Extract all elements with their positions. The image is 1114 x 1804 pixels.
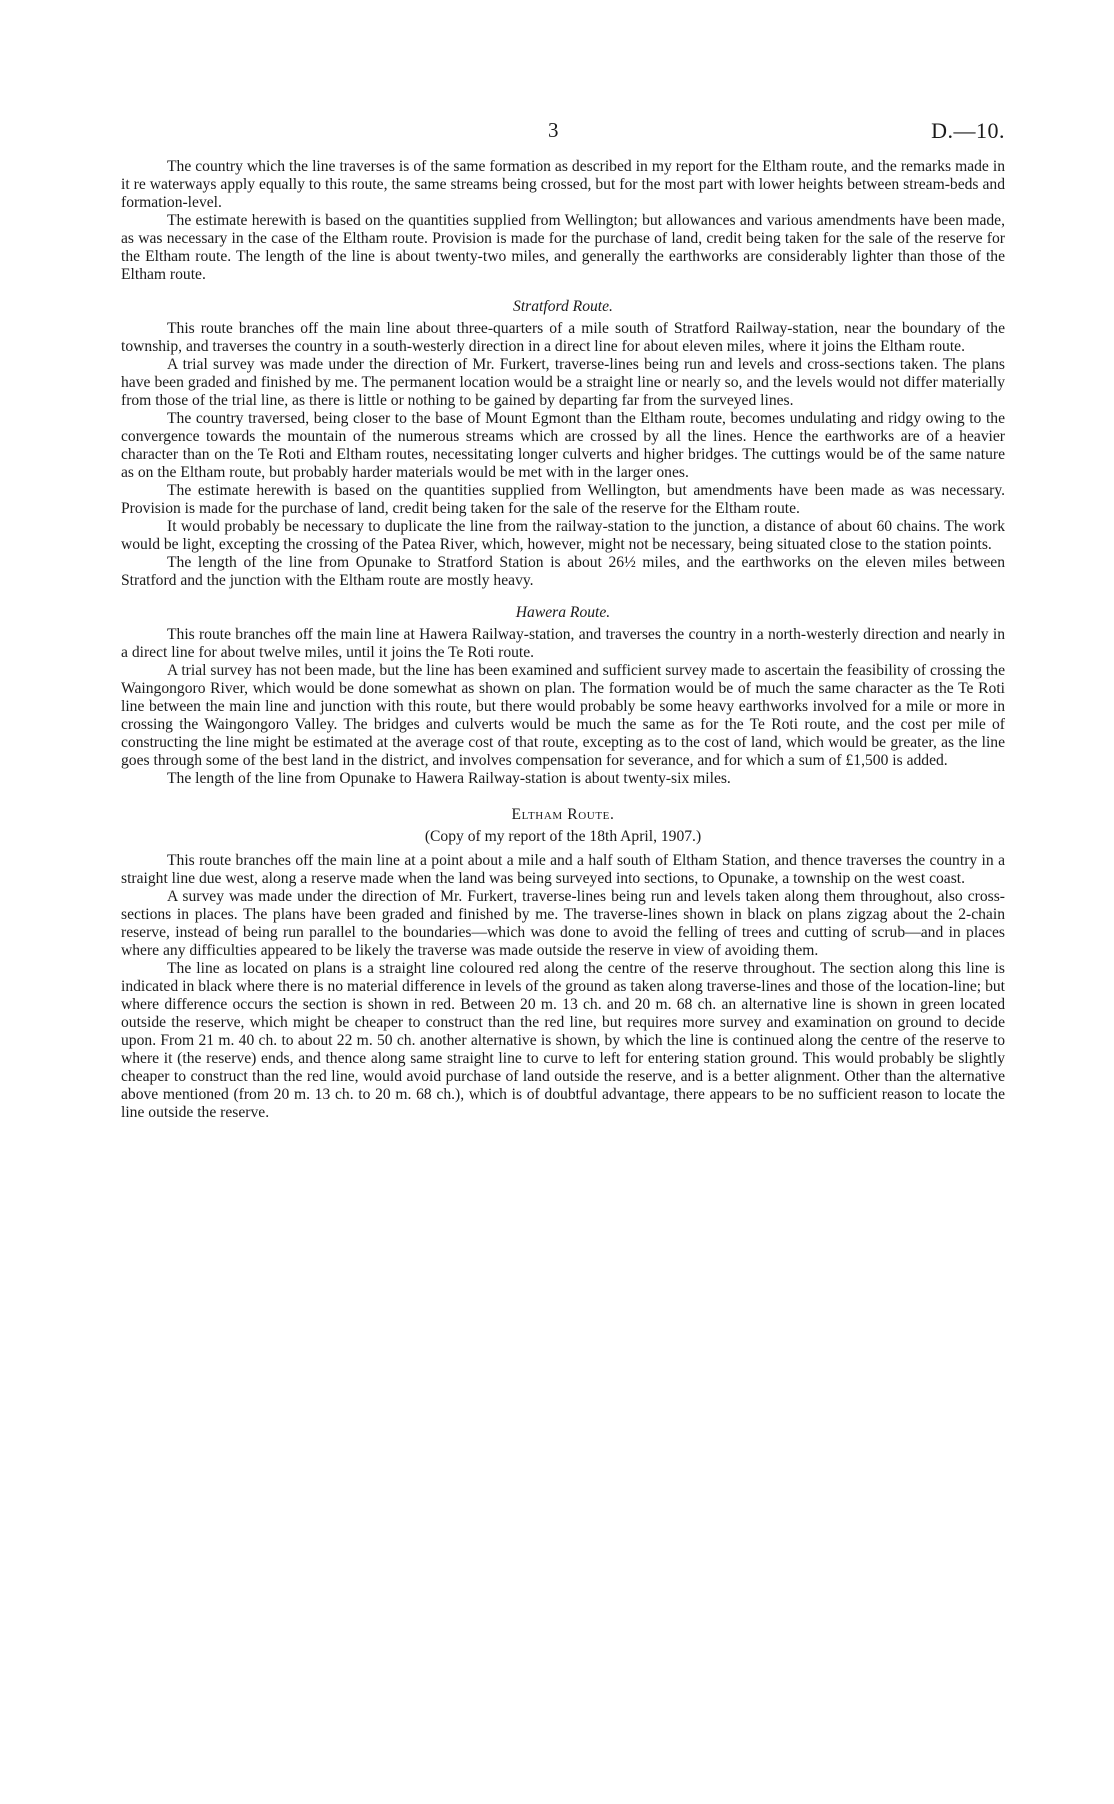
paragraph: A trial survey has not been made, but the line has been examined and sufficient survey made to ascertain the feasibility of crossing the Waingongoro River, which would be done somewhat as shown on plan. The formation would be of much the same character as the Te Roti line between the main line and junction with this route, but there would probably be some heavy earthworks involved for a mile or more in crossing the Waingongoro Valley. The bridges and culverts would be much the same as for the Te Roti route, and the cost per mile of constructing the line might be estimated at the average cost of that route, excepting as to the cost of land, which would be greater, as the line goes through some of the best land in the district, and involves compensation for severance, and for which a sum of £1,500 is added. xyxy=(121,662,1005,769)
section-heading: Eltham Route. xyxy=(511,806,615,823)
paragraph: The length of the line from Opunake to Hawera Railway-station is about twenty-six miles. xyxy=(167,770,731,787)
intro-section xyxy=(121,158,1005,284)
paragraph: The country which the line traverses is of the same formation as described in my report for the Eltham route, and the remarks made in it re waterways apply equally to this route, the same streams being crossed, but for the most part with lower heights between stream-beds and formation-level. xyxy=(121,158,1005,211)
paragraph: The estimate herewith is based on the quantities supplied from Wellington, but amendments have been made as was necessary. Provision is made for the purchase of land, credit being taken for the sale of the reserve for the Eltham route. xyxy=(121,482,1005,517)
paragraph: This route branches off the main line at a point about a mile and a half south of Eltham Station, and thence traverses the country in a straight line due west, along a reserve made when the land was being surveyed into sections, to Opunake, a township on the west coast. xyxy=(121,852,1005,887)
page-header xyxy=(121,118,1005,158)
section-heading: Hawera Route. xyxy=(515,604,611,621)
paragraph: The line as located on plans is a straight line coloured red along the centre of the reserve throughout. The section along this line is indicated in black where there is no material difference in levels of the ground as taken along traverse-lines and those of the location-line; but where difference occurs the section is shown in red. Between 20 m. 13 ch. and 20 m. 68 ch. an alternative line is shown in green located outside the reserve, which might be cheaper to construct than the red line, but requires more survey and examination on ground to decide upon. From 21 m. 40 ch. to about 22 m. 50 ch. another alternative is shown, by which the line is continued along the centre of the reserve to where it (the reserve) ends, and thence along same straight line to curve to left for entering station ground. This would probably be slightly cheaper to construct than the red line, would avoid purchase of land outside the reserve, and is a better alignment. Other than the alternative above mentioned (from 20 m. 13 ch. to 20 m. 68 ch.), which is of doubtful advantage, there appears to be no sufficient reason to locate the line outside the reserve. xyxy=(121,960,1005,1121)
paragraph: It would probably be necessary to duplicate the line from the railway-station to the junction, a distance of about 60 chains. The work would be light, excepting the crossing of the Patea River, which, however, might not be necessary, being situated close to the station points. xyxy=(121,518,1005,553)
eltham-route-section xyxy=(121,806,1005,1122)
section-heading: Stratford Route. xyxy=(513,298,613,315)
document-reference: D.—10. xyxy=(931,118,1005,143)
paragraph: This route branches off the main line about three-quarters of a mile south of Stratford Railway-station, near the boundary of the township, and traverses the country in a south-westerly direction in a direct line for about eleven miles, where it joins the Eltham route. xyxy=(121,320,1005,355)
paragraph: The length of the line from Opunake to Stratford Station is about 26½ miles, and the earthworks on the eleven miles between Stratford and the junction with the Eltham route are mostly heavy. xyxy=(121,554,1005,589)
paragraph: This route branches off the main line at Hawera Railway-station, and traverses the country in a north-westerly direction and nearly in a direct line for about twelve miles, until it joins the Te Roti route. xyxy=(121,626,1005,661)
stratford-route-section xyxy=(121,298,1005,590)
page-number: 3 xyxy=(548,118,559,142)
paragraph: The estimate herewith is based on the quantities supplied from Wellington; but allowances and various amendments have been made, as was necessary in the case of the Eltham route. Provision is made for the purchase of land, credit being taken for the sale of the reserve for the Eltham route. The length of the line is about twenty-two miles, and generally the earthworks are considerably lighter than those of the Eltham route. xyxy=(121,212,1005,283)
hawera-route-section xyxy=(121,604,1005,788)
paragraph: A trial survey was made under the direction of Mr. Furkert, traverse-lines being run and levels and cross-sections taken. The plans have been graded and finished by me. The permanent location would be a straight line or nearly so, and the levels would not differ materially from those of the trial line, as there is little or nothing to be gained by departing far from the surveyed lines. xyxy=(121,356,1005,409)
section-subheading: (Copy of my report of the 18th April, 1907.) xyxy=(424,828,702,845)
document-page xyxy=(121,118,1005,1122)
paragraph: The country traversed, being closer to the base of Mount Egmont than the Eltham route, becomes undulating and ridgy owing to the convergence towards the mountain of the numerous streams which are crossed by all the lines. Hence the earthworks are of a heavier character than on the Te Roti and Eltham routes, necessitating longer culverts and higher bridges. The cuttings would be of the same nature as on the Eltham route, but probably harder materials would be met with in the larger ones. xyxy=(121,410,1005,481)
paragraph: A survey was made under the direction of Mr. Furkert, traverse-lines being run and levels taken along them throughout, also cross-sections in places. The plans have been graded and finished by me. The traverse-lines shown in black on plans zigzag about the 2-chain reserve, instead of being run parallel to the boundaries—which was done to avoid the felling of trees and cutting of scrub—and in places where any difficulties appeared to be likely the traverse was made outside the reserve in view of avoiding them. xyxy=(121,888,1005,959)
